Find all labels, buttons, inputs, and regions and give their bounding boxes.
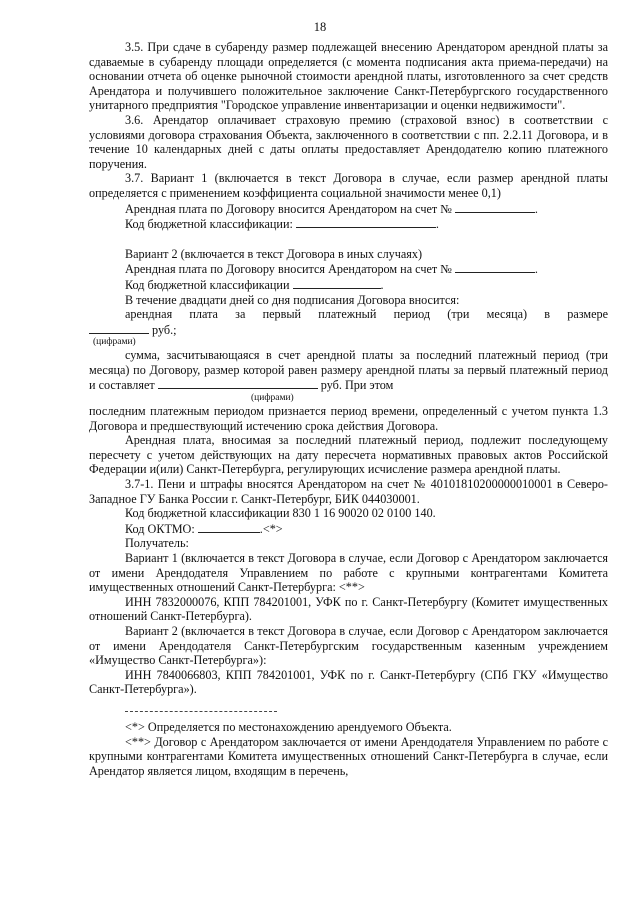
- variant1-kbk-dot: .: [435, 217, 439, 232]
- variant2-account-blank: [455, 261, 535, 273]
- kbk-830: Код бюджетной классификации 830 1 16 90020 02 0100 140.: [125, 506, 436, 521]
- variant1-kbk-line: [89, 216, 608, 232]
- variant2-account-line: [89, 261, 608, 277]
- variant2-last-period: последним платежным периодом признается период времени, определенный с учетом пункта 1.3 Договора и предшествующий истечению срока действия Договора.: [89, 404, 608, 433]
- variant1-kbk-blank: [296, 216, 436, 228]
- variant2-account-text: Арендная плата по Договору вносится Арендатором на счет №: [125, 262, 452, 277]
- paragraph-3-5: 3.5. При сдаче в субаренду размер подлежащей внесению Арендатором арендной платы за сдаваемые в субаренду площади определяется (с момента подписания акта приема-передачи) на основании отчета об оценке рыночной стоимости арендной платы, изготовленного за счет средств Арендатора и получившего положительное заключение Санкт-Петербургского государственного унитарного предприятия "Городское управление инвентаризации и оценки недвижимости".: [89, 40, 608, 113]
- recipient-variant2: Вариант 2 (включается в текст Договора в случае, если Договор с Арендатором заключается от имени Арендодателя Санкт-Петербургским государственным казенным учреждением «Имущество Санкт-Петербурга»):: [89, 623, 608, 668]
- variant2-kbk-dot: .: [380, 277, 384, 292]
- paragraph-3-6: 3.6. Арендатор оплачивает страховую премию (страховой взнос) в соответствии с условиями договора страхования Объекта, заключенного в соответствии с пп. 2.2.11 Договора, и в течение 10 календарных дней с даты оплаты предоставляет Арендодателю копию платежного поручения.: [89, 112, 608, 171]
- variant1-account-text: Арендная плата по Договору вносится Арендатором на счет №: [125, 201, 452, 216]
- oktmo-line: [89, 521, 608, 537]
- paragraph-3-7: 3.7. Вариант 1 (включается в текст Договора в случае, если размер арендной платы определяется с применением коэффициента социальной значимости менее 0,1): [89, 171, 608, 200]
- variant2-account-dot: .: [534, 262, 538, 277]
- oktmo-text: Код ОКТМО:: [125, 521, 195, 536]
- caption-digits-2: (цифрами): [251, 393, 294, 404]
- document-body: [89, 40, 608, 778]
- variant2-kbk-blank: [293, 277, 381, 289]
- variant2-title: Вариант 2 (включается в текст Договора в иных случаях): [125, 246, 423, 261]
- recipient-variant1: Вариант 1 (включается в текст Договора в случае, если Договор с Арендатором заключается от имени Арендодателя Управлением по работе с крупными контрагентами Комитета имущественных отношений Санкт-Петербурга: <**>: [89, 551, 608, 595]
- variant1-account-dot: .: [534, 201, 538, 216]
- recipient-label: Получатель:: [125, 536, 189, 551]
- variant2-twenty-days: В течение двадцати дней со дня подписания Договора вносится:: [125, 292, 460, 307]
- sum-amount-blank: [158, 377, 318, 389]
- first-period-rub: руб.;: [152, 322, 177, 337]
- footnote-1: <*> Определяется по местонахождению арендуемого Объекта.: [125, 719, 452, 734]
- variant2-recalc: Арендная плата, вносимая за последний платежный период, подлежит последующему пересчету с учетом действующих на дату пересчета нормативных правовых актов Российской Федерации и(или) Санкт-Петербурга, регулирующих исчисление размера арендной платы.: [89, 433, 608, 477]
- recipient-variant2-details: ИНН 7840066803, КПП 784201001, УФК по г. Санкт-Петербургу (СПб ГКУ «Имущество Санкт-Петербурга»).: [89, 667, 608, 697]
- variant1-account-blank: [455, 201, 535, 213]
- variant2-sum-text: [89, 348, 608, 393]
- footnote-2: <**> Договор с Арендатором заключается от имени Арендодателя Управлением по работе с крупными контрагентами Комитета имущественных отношений Санкт-Петербурга в случае, если Арендатор является лицом, входящим в перечень,: [89, 734, 608, 778]
- variant2-first-period-line: арендная плата за первый платежный период (три месяца) в размере: [125, 307, 608, 322]
- variant1-account-line: [89, 201, 608, 217]
- spacer: [89, 232, 608, 247]
- first-period-amount-blank: [89, 322, 149, 334]
- oktmo-footnote-ref: .<*>: [259, 521, 283, 536]
- oktmo-blank: [198, 521, 260, 533]
- recipient-variant1-details: ИНН 7832000076, КПП 784201001, УФК по г. Санкт-Петербургу (Комитет имущественных отношений Санкт-Петербурга).: [89, 594, 608, 624]
- sum-rub: руб. При этом: [320, 378, 394, 393]
- variant2-first-period-amount: [89, 322, 608, 338]
- sum-text: сумма, засчитывающаяся в счет арендной платы за последний платежный период (три месяца) по Договору, размер которой равен размеру арендной платы за первый платежный период и составляет: [89, 348, 608, 393]
- footnote-divider: [125, 711, 277, 712]
- variant2-kbk-text: Код бюджетной классификации: [125, 277, 290, 292]
- paragraph-3-7-1: 3.7-1. Пени и штрафы вносятся Арендатором на счет № 40101810200000010001 в Северо-Западное ГУ Банка России г. Санкт-Петербург, БИК 044030001.: [89, 477, 608, 506]
- variant1-kbk-text: Код бюджетной классификации:: [125, 217, 293, 232]
- page-number: 18: [313, 20, 327, 34]
- caption-digits-1: (цифрами): [93, 337, 136, 348]
- variant2-kbk-line: [89, 277, 608, 293]
